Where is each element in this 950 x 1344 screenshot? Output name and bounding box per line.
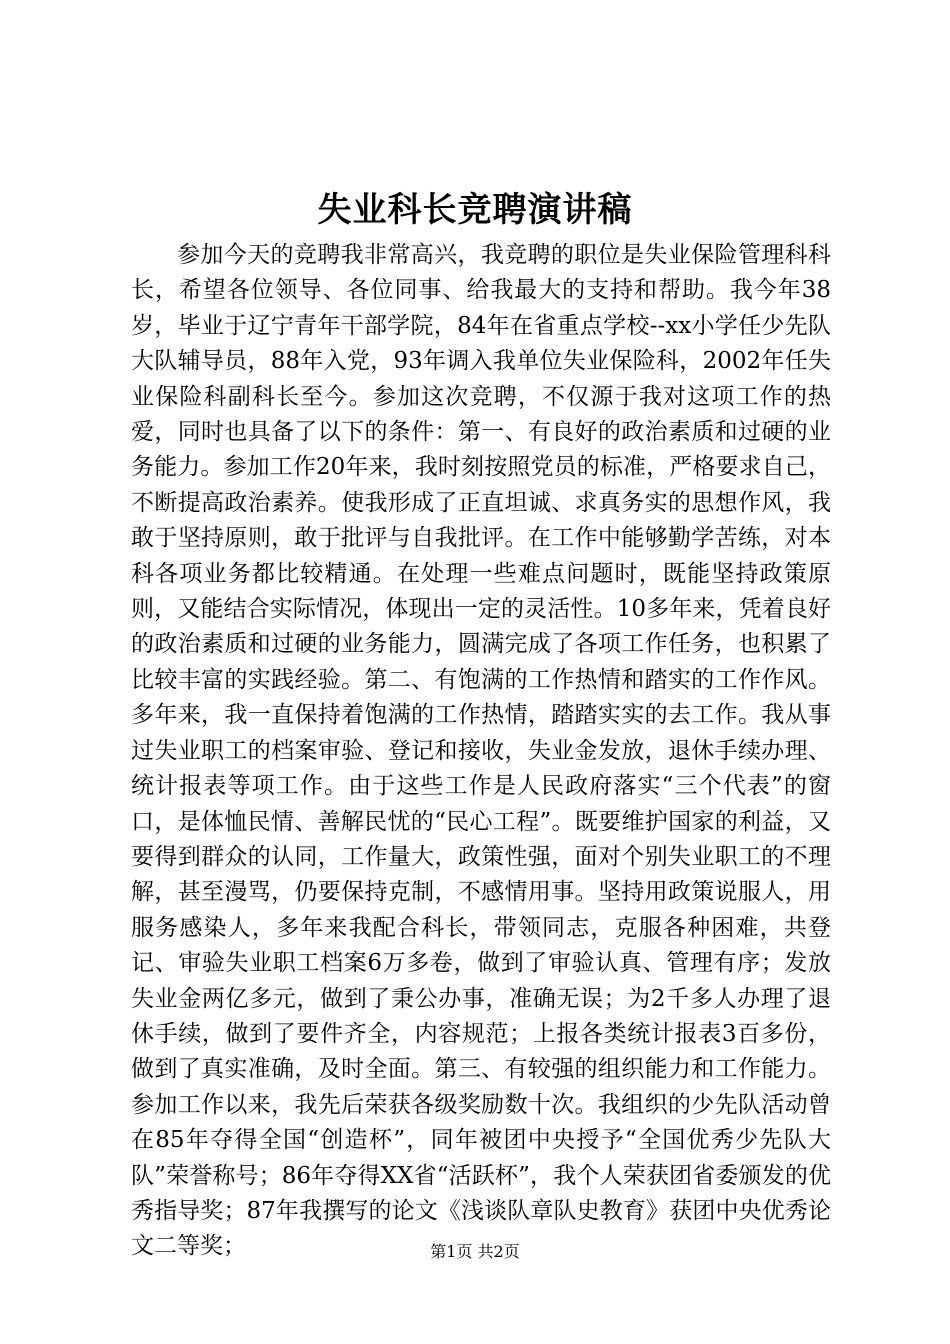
page-number-footer: 第1页 共2页 bbox=[430, 1242, 520, 1261]
document-title: 失业科长竞聘演讲稿 bbox=[317, 190, 633, 230]
document-body-paragraph: 参加今天的竞聘我非常高兴，我竞聘的职位是失业保险管理科科长，希望各位领导、各位同事、给我最大的支持和帮助。我今年38岁，毕业于辽宁青年干部学院，84年在省重点学校--xx小学任少先队大队辅导员，88年入党，93年调入我单位失业保险科，2002年任失业保险科副科长至今。参加这次竞聘，不仅源于我对这项工作的热爱，同时也具备了以下的条件：第一、有良好的政治素质和过硬的业务能力。参加工作20年来，我时刻按照党员的标准，严格要求自己，不断提高政治素养。使我形成了正直坦诚、求真务实的思想作风，我敢于坚持原则，敢于批评与自我批评。在工作中能够勤学苦练，对本科各项业务都比较精通。在处理一些难点问题时，既能坚持政策原则，又能结合实际情况，体现出一定的灵活性。10多年来，凭着良好的政治素质和过硬的业务能力，圆满完成了各项工作任务，也积累了比较丰富的实践经验。第二、有饱满的工作热情和踏实的工作作风。多年来，我一直保持着饱满的工作热情，踏踏实实的去工作。我从事过失业职工的档案审验、登记和接收，失业金发放，退休手续办理、统计报表等项工作。由于这些工作是人民政府落实“三个代表”的窗口，是体恤民情、善解民忧的“民心工程”。既要维护国家的利益，又要得到群众的认同，工作量大，政策性强，面对个别失业职工的不理解，甚至漫骂，仍要保持克制，不感情用事。坚持用政策说服人，用服务感染人，多年来我配合科长，带领同志，克服各种困难，共登记、审验失业职工档案6万多卷，做到了审验认真、管理有序；发放失业金两亿多元，做到了秉公办事，准确无误；为2千多人办理了退休手续，做到了要件齐全，内容规范；上报各类统计报表3百多份，做到了真实准确，及时全面。第三、有较强的组织能力和工作能力。参加工作以来，我先后荣获各级奖励数十次。我组织的少先队活动曾在85年夺得全国“创造杯”，同年被团中央授予“全国优秀少先队大队”荣誉称号；86年夺得XX省“活跃杯”，我个人荣获团省委颁发的优秀指导奖；87年我撰写的论文《浅谈队章队史教育》获团中央优秀论文二等奖； bbox=[131, 242, 831, 1260]
